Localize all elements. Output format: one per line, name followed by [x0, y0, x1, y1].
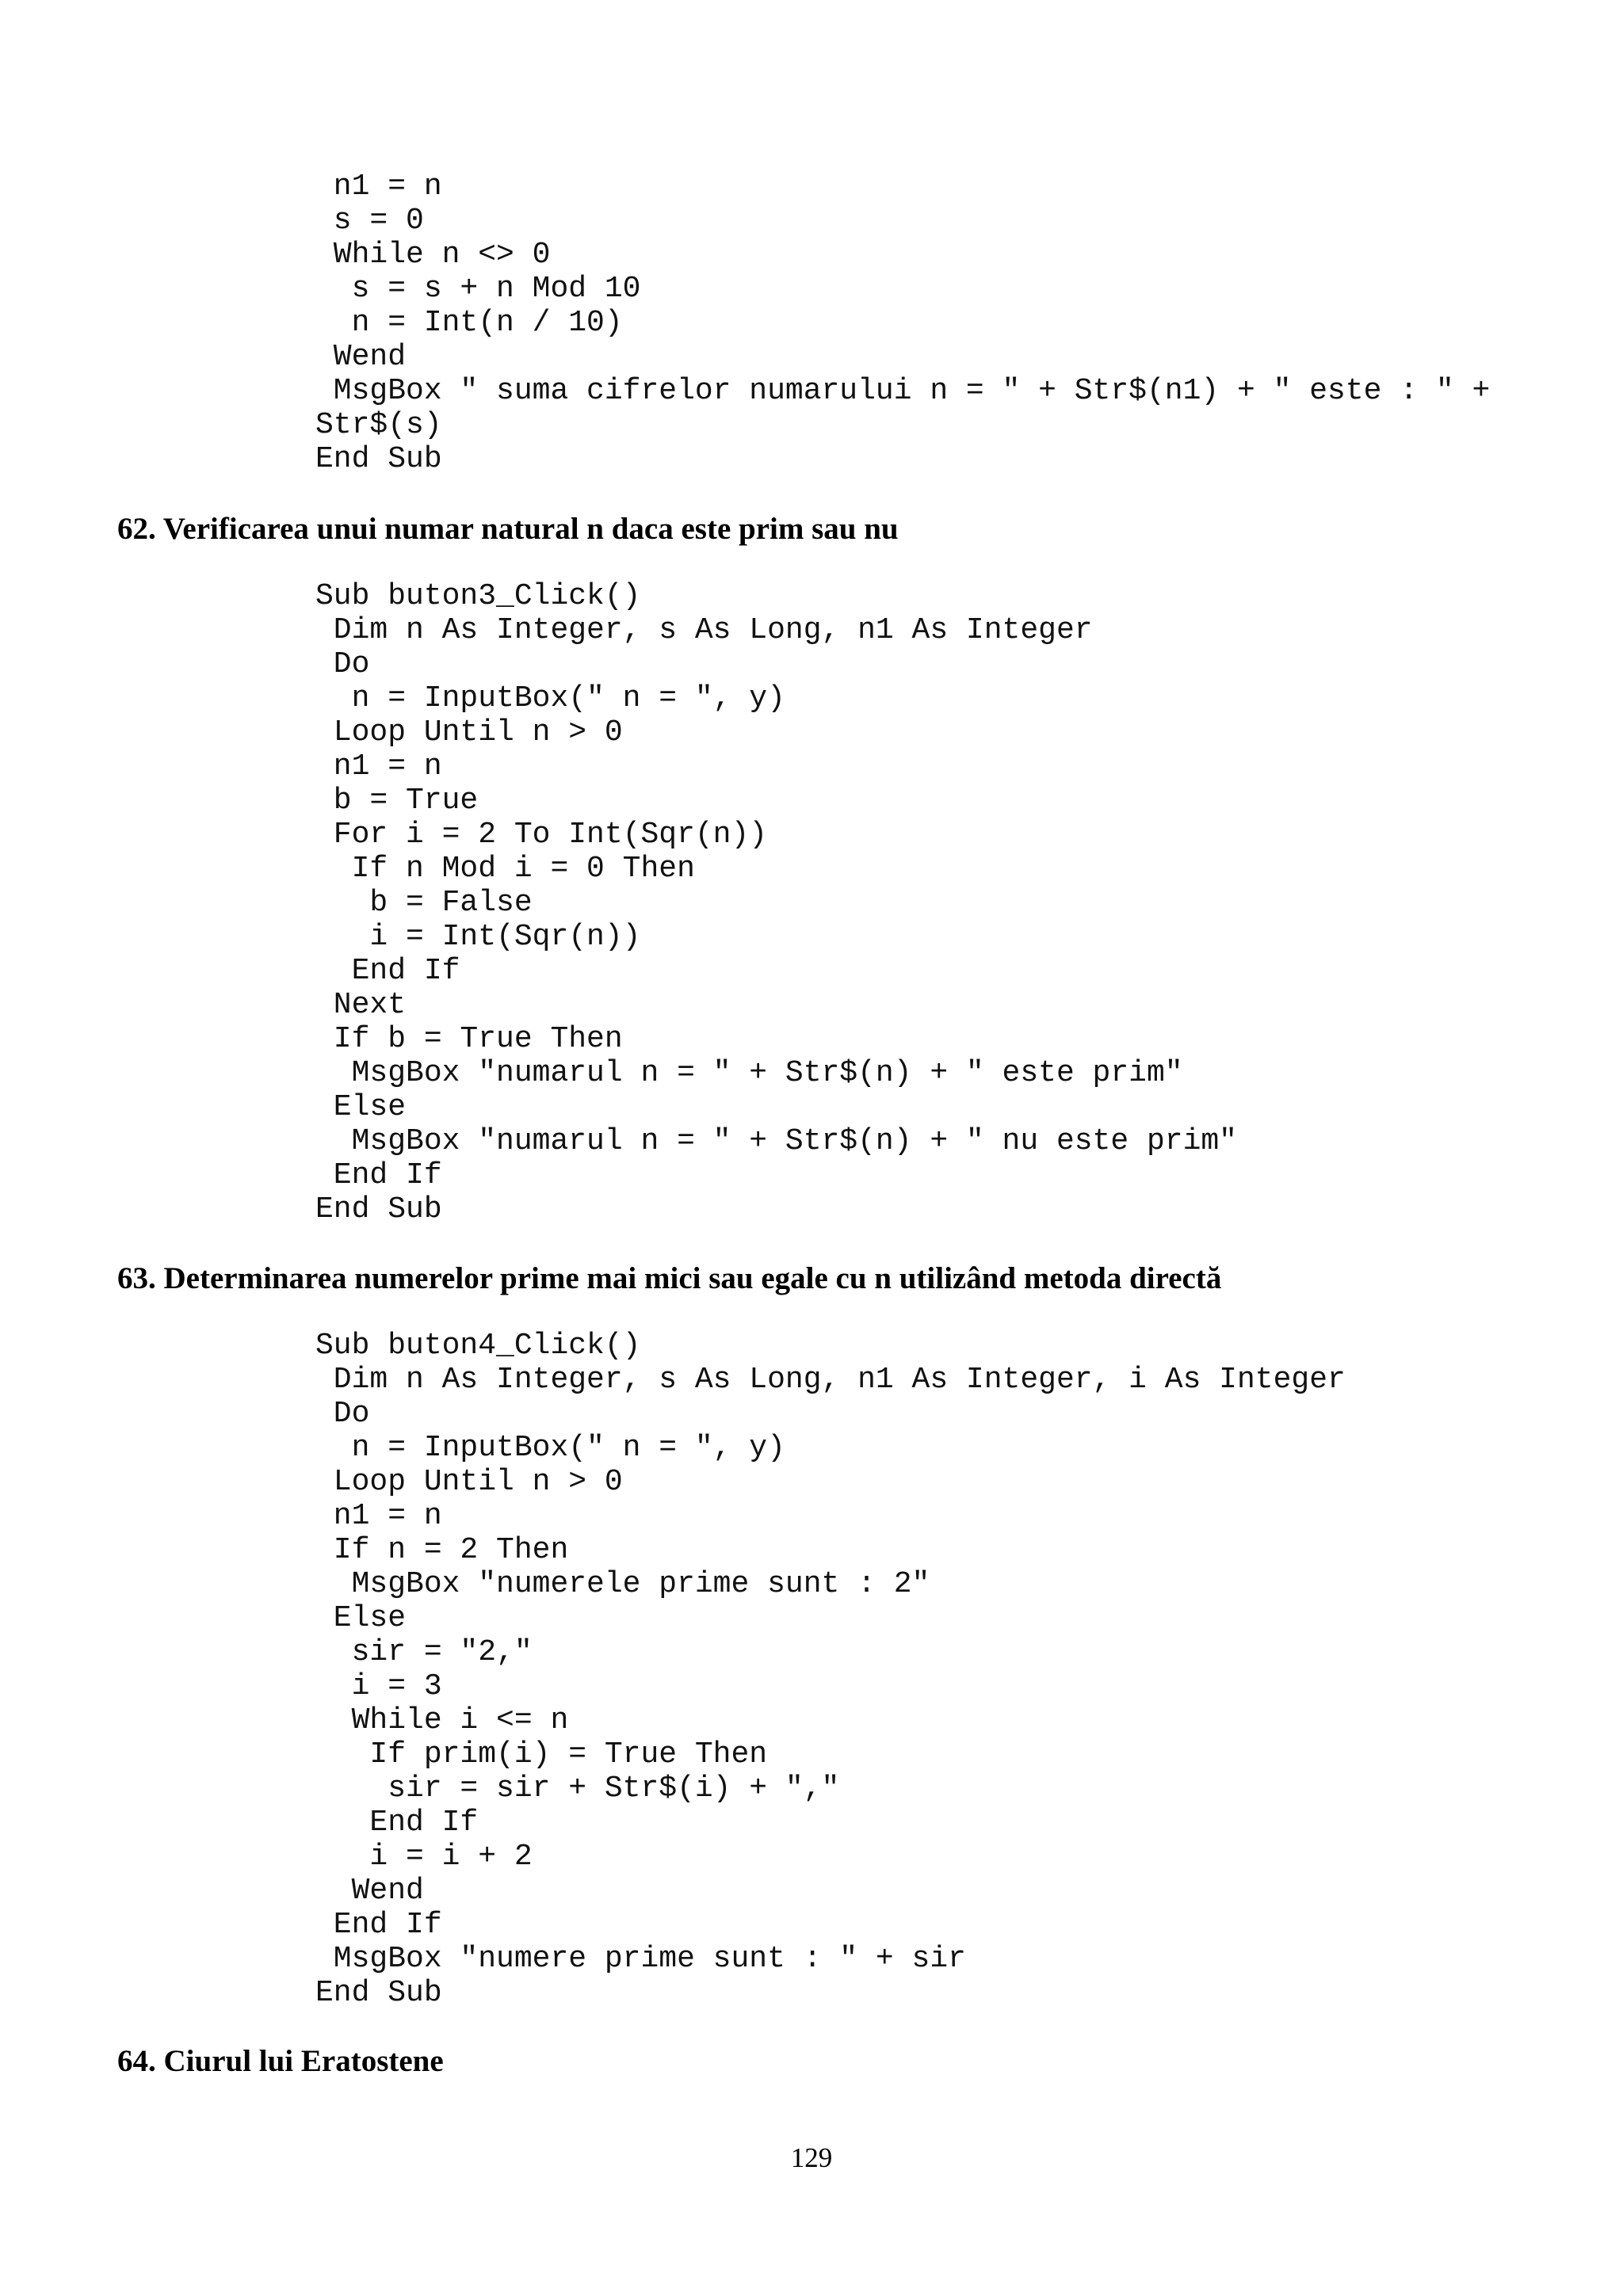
code-line: Sub buton3_Click() [315, 579, 641, 613]
code-line: If n Mod i = 0 Then [315, 852, 695, 886]
code-line: Else [315, 1090, 407, 1124]
code-line: Wend [315, 1874, 424, 1908]
code-block-primes-up-to-n [315, 1329, 1346, 2010]
code-line: MsgBox "numarul n = " + Str$(n) + " este prim" [315, 1056, 1183, 1090]
code-line: n = Int(n / 10) [315, 306, 623, 340]
code-line: Loop Until n > 0 [315, 1465, 623, 1499]
code-line: n1 = n [315, 749, 442, 784]
code-line: i = Int(Sqr(n)) [315, 920, 641, 954]
code-line: If n = 2 Then [315, 1533, 569, 1567]
code-line: Do [315, 1397, 370, 1431]
code-line: Next [315, 988, 407, 1022]
page-number: 129 [790, 2142, 833, 2173]
code-line: b = True [315, 784, 479, 818]
code-line: MsgBox " suma cifrelor numarului n = " + Str$(n1) + " este : " + [315, 374, 1491, 408]
code-line: If b = True Then [315, 1022, 623, 1056]
code-line: Str$(s) [315, 408, 442, 442]
code-line: s = 0 [315, 204, 424, 238]
code-line: Wend [315, 340, 407, 374]
section-heading-62: 62. Verificarea unui numar natural n daca este prim sau nu [117, 512, 899, 546]
code-line: Do [315, 647, 370, 681]
code-line: End Sub [315, 1976, 442, 2010]
code-line: n1 = n [315, 170, 442, 204]
code-line: Dim n As Integer, s As Long, n1 As Integer, i As Integer [315, 1363, 1346, 1397]
code-line: sir = "2," [315, 1635, 533, 1669]
code-line: Sub buton4_Click() [315, 1329, 641, 1363]
code-line: MsgBox "numarul n = " + Str$(n) + " nu este prim" [315, 1124, 1237, 1158]
code-line: End If [315, 1908, 442, 1942]
code-line: Else [315, 1601, 407, 1635]
code-line: End Sub [315, 1192, 442, 1226]
code-line: End Sub [315, 442, 442, 476]
code-line: While i <= n [315, 1703, 569, 1737]
code-line: For i = 2 To Int(Sqr(n)) [315, 818, 768, 852]
code-line: Dim n As Integer, s As Long, n1 As Integer [315, 613, 1093, 647]
code-line: End If [315, 954, 460, 988]
code-line: MsgBox "numere prime sunt : " + sir [315, 1942, 966, 1976]
code-line: End If [315, 1806, 479, 1840]
code-line: End If [315, 1158, 442, 1192]
code-line: Loop Until n > 0 [315, 715, 623, 749]
code-line: While n <> 0 [315, 238, 551, 272]
code-line: s = s + n Mod 10 [315, 272, 641, 306]
code-line: If prim(i) = True Then [315, 1737, 768, 1772]
code-line: n = InputBox(" n = ", y) [315, 681, 785, 715]
section-heading-64: 64. Ciurul lui Eratostene [117, 2044, 444, 2078]
code-line: n1 = n [315, 1499, 442, 1533]
code-line: sir = sir + Str$(i) + "," [315, 1772, 840, 1806]
code-line: MsgBox "numerele prime sunt : 2" [315, 1567, 930, 1601]
code-line: n = InputBox(" n = ", y) [315, 1431, 785, 1465]
code-block-prime-check [315, 579, 1237, 1226]
section-heading-63: 63. Determinarea numerelor prime mai mici sau egale cu n utilizând metoda directă [117, 1261, 1222, 1295]
code-line: i = i + 2 [315, 1840, 533, 1874]
code-line: b = False [315, 886, 533, 920]
code-line: i = 3 [315, 1669, 442, 1703]
code-block-sum-of-digits [315, 170, 1490, 476]
